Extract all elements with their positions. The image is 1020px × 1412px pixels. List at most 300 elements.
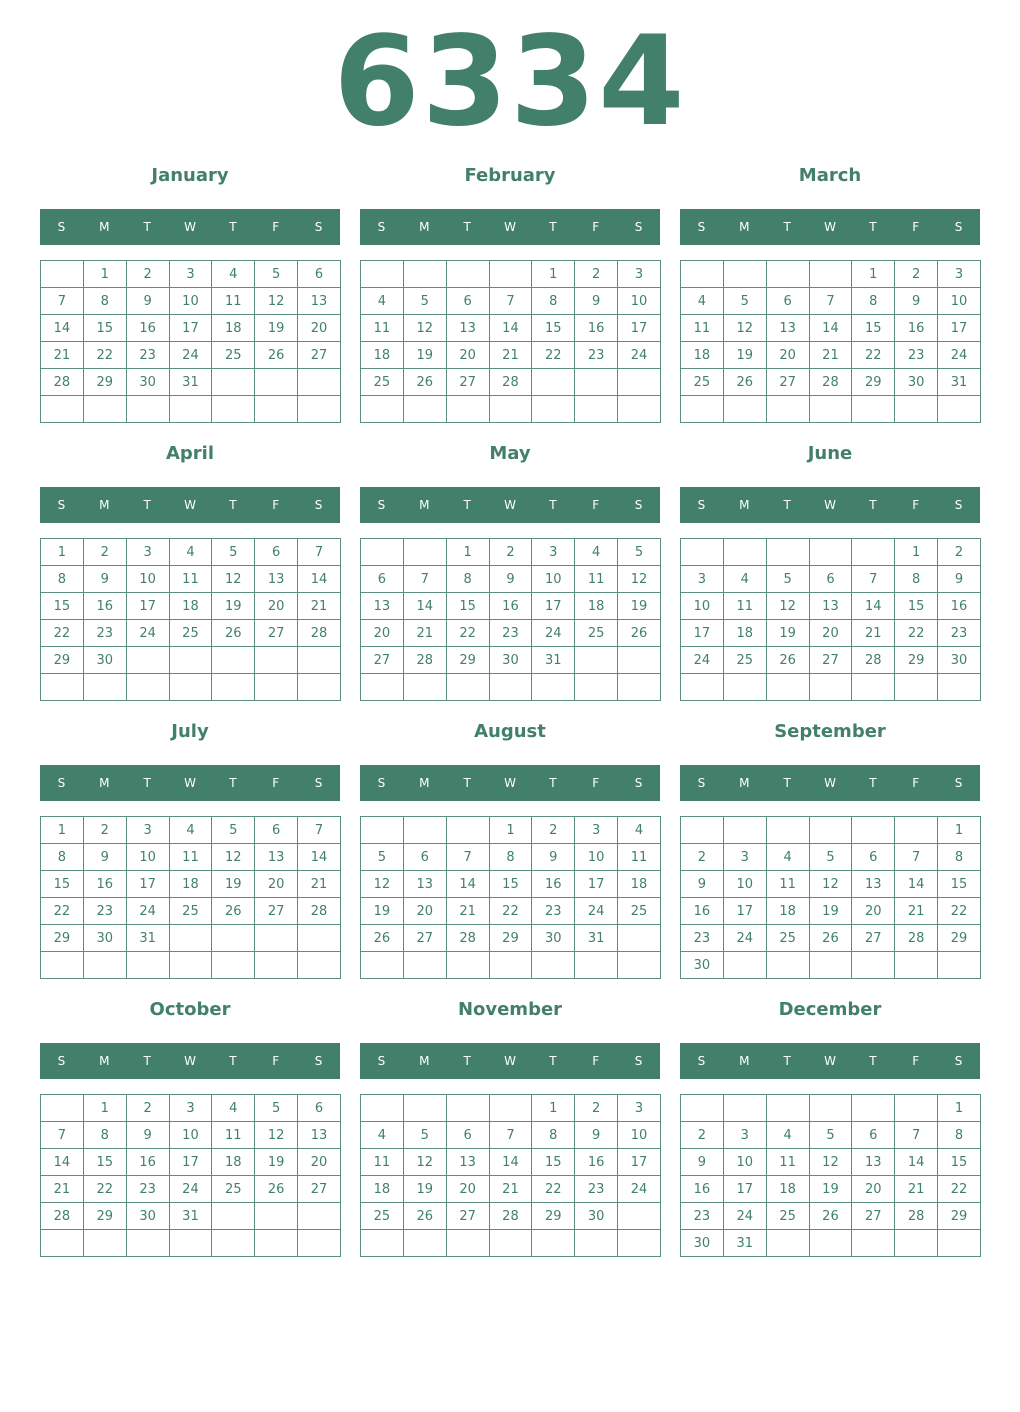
day-cell: 1 — [938, 1095, 981, 1122]
day-cell: 19 — [212, 871, 255, 898]
day-cell — [809, 952, 852, 979]
day-cell — [403, 817, 446, 844]
day-cell: 26 — [403, 1203, 446, 1230]
day-cell: 30 — [895, 369, 938, 396]
day-cell: 1 — [532, 261, 575, 288]
day-cell: 24 — [532, 620, 575, 647]
week-row — [361, 844, 661, 871]
weekday-label: T — [869, 1054, 877, 1068]
week-row — [41, 674, 341, 701]
day-cell — [41, 952, 84, 979]
day-cell: 9 — [681, 1149, 724, 1176]
month-name: November — [457, 999, 563, 1020]
weekday-label: W — [184, 776, 196, 790]
weekday-label: S — [377, 776, 386, 790]
day-cell: 25 — [766, 1203, 809, 1230]
day-cell: 11 — [169, 566, 212, 593]
day-cell — [809, 817, 852, 844]
day-cell: 19 — [403, 1176, 446, 1203]
day-cell: 22 — [532, 342, 575, 369]
day-cell — [446, 1095, 489, 1122]
day-cell: 20 — [446, 342, 489, 369]
day-cell: 8 — [489, 844, 532, 871]
day-cell: 24 — [938, 342, 981, 369]
day-cell: 18 — [169, 871, 212, 898]
weekday-label: W — [824, 498, 836, 512]
week-row — [361, 1122, 661, 1149]
day-cell: 14 — [895, 871, 938, 898]
day-cell: 9 — [681, 871, 724, 898]
day-cell: 4 — [169, 817, 212, 844]
day-cell: 15 — [446, 593, 489, 620]
day-cell: 22 — [532, 1176, 575, 1203]
day-cell: 16 — [489, 593, 532, 620]
day-cell — [723, 1095, 766, 1122]
weekday-label: W — [504, 1054, 516, 1068]
day-cell — [766, 1230, 809, 1257]
weekday-label: S — [954, 220, 963, 234]
day-cell: 26 — [618, 620, 661, 647]
day-cell — [489, 952, 532, 979]
day-cell — [41, 674, 84, 701]
weekday-header — [680, 1043, 980, 1079]
day-cell: 12 — [212, 566, 255, 593]
day-cell: 16 — [895, 315, 938, 342]
weekday-label: T — [783, 220, 791, 234]
day-cell — [126, 396, 169, 423]
day-cell: 23 — [895, 342, 938, 369]
day-cell: 14 — [895, 1149, 938, 1176]
day-cell: 1 — [41, 817, 84, 844]
weekday-label: T — [143, 220, 151, 234]
day-cell — [723, 539, 766, 566]
day-cell: 24 — [681, 647, 724, 674]
day-cell: 28 — [809, 369, 852, 396]
day-grid — [40, 1094, 341, 1257]
day-cell — [255, 647, 298, 674]
day-cell: 15 — [938, 1149, 981, 1176]
day-cell — [723, 817, 766, 844]
weekday-label: W — [504, 776, 516, 790]
weekday-label: M — [739, 220, 750, 234]
day-cell: 15 — [532, 1149, 575, 1176]
day-cell — [489, 674, 532, 701]
day-cell: 7 — [809, 288, 852, 315]
day-cell — [809, 396, 852, 423]
day-cell: 20 — [298, 315, 341, 342]
week-row — [361, 288, 661, 315]
day-grid — [360, 538, 661, 701]
day-cell — [852, 817, 895, 844]
day-cell — [532, 952, 575, 979]
day-cell: 4 — [618, 817, 661, 844]
week-row — [681, 566, 981, 593]
day-cell: 5 — [723, 288, 766, 315]
weekday-label: M — [739, 498, 750, 512]
week-row — [41, 593, 341, 620]
day-cell: 27 — [809, 647, 852, 674]
day-cell: 11 — [212, 288, 255, 315]
day-cell — [169, 925, 212, 952]
day-cell: 23 — [83, 620, 126, 647]
day-cell: 11 — [212, 1122, 255, 1149]
day-cell — [446, 1230, 489, 1257]
week-row — [681, 396, 981, 423]
day-cell — [938, 674, 981, 701]
day-cell — [618, 1203, 661, 1230]
week-row — [681, 1230, 981, 1257]
day-cell: 8 — [532, 1122, 575, 1149]
day-cell: 12 — [212, 844, 255, 871]
weekday-label: M — [419, 1054, 430, 1068]
day-cell: 27 — [298, 1176, 341, 1203]
day-cell: 6 — [766, 288, 809, 315]
week-row — [41, 539, 341, 566]
day-cell: 30 — [532, 925, 575, 952]
day-cell: 13 — [255, 844, 298, 871]
day-cell — [41, 261, 84, 288]
week-row — [681, 261, 981, 288]
week-row — [361, 593, 661, 620]
day-cell — [212, 396, 255, 423]
day-cell — [489, 1095, 532, 1122]
day-cell: 5 — [809, 1122, 852, 1149]
day-cell: 27 — [446, 1203, 489, 1230]
day-cell — [766, 952, 809, 979]
day-cell: 23 — [532, 898, 575, 925]
day-cell: 12 — [255, 288, 298, 315]
week-row — [361, 342, 661, 369]
day-cell: 13 — [403, 871, 446, 898]
day-cell: 2 — [575, 1095, 618, 1122]
week-row — [41, 396, 341, 423]
day-cell — [212, 369, 255, 396]
day-cell: 9 — [895, 288, 938, 315]
day-cell: 7 — [489, 288, 532, 315]
day-cell: 28 — [41, 369, 84, 396]
day-cell — [298, 396, 341, 423]
day-cell: 15 — [895, 593, 938, 620]
day-cell: 22 — [83, 342, 126, 369]
day-cell: 31 — [575, 925, 618, 952]
day-cell: 29 — [83, 369, 126, 396]
day-cell: 16 — [83, 871, 126, 898]
day-cell: 27 — [766, 369, 809, 396]
day-cell: 24 — [618, 1176, 661, 1203]
week-row — [361, 817, 661, 844]
day-cell: 7 — [41, 1122, 84, 1149]
day-cell: 30 — [489, 647, 532, 674]
week-row — [41, 647, 341, 674]
day-cell: 7 — [298, 817, 341, 844]
weekday-label: M — [739, 1054, 750, 1068]
weekday-label: S — [697, 1054, 706, 1068]
day-cell: 19 — [766, 620, 809, 647]
day-cell — [575, 647, 618, 674]
week-row — [41, 261, 341, 288]
weekday-label: W — [184, 498, 196, 512]
day-cell: 9 — [126, 288, 169, 315]
week-row — [361, 539, 661, 566]
day-cell: 8 — [446, 566, 489, 593]
day-cell — [255, 1203, 298, 1230]
day-cell: 21 — [809, 342, 852, 369]
weekday-label: W — [824, 776, 836, 790]
day-cell: 10 — [532, 566, 575, 593]
day-cell: 4 — [766, 1122, 809, 1149]
day-cell: 20 — [361, 620, 404, 647]
day-cell: 5 — [361, 844, 404, 871]
week-row — [361, 952, 661, 979]
day-cell — [852, 539, 895, 566]
day-cell: 26 — [361, 925, 404, 952]
week-row — [41, 871, 341, 898]
day-cell — [446, 396, 489, 423]
day-cell: 19 — [361, 898, 404, 925]
day-cell: 1 — [83, 1095, 126, 1122]
weekday-label: S — [634, 776, 643, 790]
day-cell: 1 — [852, 261, 895, 288]
day-cell: 29 — [895, 647, 938, 674]
day-cell: 13 — [298, 1122, 341, 1149]
day-cell: 16 — [575, 1149, 618, 1176]
weekday-label: S — [954, 1054, 963, 1068]
day-cell: 18 — [212, 1149, 255, 1176]
day-cell: 30 — [575, 1203, 618, 1230]
day-cell — [766, 261, 809, 288]
month-name: May — [489, 443, 531, 464]
weekday-label: T — [549, 498, 557, 512]
weekday-header — [360, 765, 660, 801]
week-row — [681, 620, 981, 647]
day-cell: 27 — [852, 925, 895, 952]
day-cell — [532, 369, 575, 396]
day-cell: 22 — [938, 898, 981, 925]
day-cell: 14 — [403, 593, 446, 620]
day-cell: 21 — [489, 342, 532, 369]
day-cell: 28 — [489, 369, 532, 396]
day-cell: 17 — [575, 871, 618, 898]
day-cell: 11 — [766, 1149, 809, 1176]
week-row — [681, 1149, 981, 1176]
week-row — [361, 1176, 661, 1203]
day-cell: 20 — [255, 871, 298, 898]
week-row — [41, 566, 341, 593]
day-cell: 24 — [126, 620, 169, 647]
day-cell: 3 — [169, 1095, 212, 1122]
day-cell — [298, 952, 341, 979]
day-cell: 16 — [938, 593, 981, 620]
day-cell: 6 — [809, 566, 852, 593]
day-cell: 26 — [255, 1176, 298, 1203]
day-cell: 14 — [446, 871, 489, 898]
month-name: March — [798, 165, 862, 186]
weekday-label: S — [954, 498, 963, 512]
weekday-label: F — [912, 498, 920, 512]
day-cell: 22 — [83, 1176, 126, 1203]
day-cell: 20 — [403, 898, 446, 925]
day-cell — [41, 396, 84, 423]
weekday-label: W — [504, 498, 516, 512]
day-cell: 5 — [618, 539, 661, 566]
day-cell: 30 — [938, 647, 981, 674]
day-cell: 21 — [489, 1176, 532, 1203]
day-cell: 11 — [723, 593, 766, 620]
day-cell: 31 — [938, 369, 981, 396]
day-cell: 27 — [361, 647, 404, 674]
day-cell — [618, 674, 661, 701]
weekday-label: T — [783, 498, 791, 512]
day-cell: 3 — [532, 539, 575, 566]
day-cell: 10 — [618, 288, 661, 315]
day-cell: 8 — [83, 1122, 126, 1149]
week-row — [361, 898, 661, 925]
day-cell: 11 — [575, 566, 618, 593]
day-cell: 16 — [126, 1149, 169, 1176]
day-cell — [489, 396, 532, 423]
day-cell: 17 — [723, 898, 766, 925]
day-cell — [766, 396, 809, 423]
week-row — [681, 539, 981, 566]
weekday-header — [360, 1043, 660, 1079]
day-cell: 2 — [681, 844, 724, 871]
day-cell: 19 — [403, 342, 446, 369]
weekday-label: T — [229, 776, 237, 790]
day-cell: 1 — [446, 539, 489, 566]
week-row — [681, 817, 981, 844]
day-cell: 19 — [723, 342, 766, 369]
week-row — [41, 1230, 341, 1257]
weekday-header — [40, 1043, 340, 1079]
weekday-label: W — [184, 220, 196, 234]
day-grid — [680, 816, 981, 979]
day-cell: 22 — [41, 898, 84, 925]
day-cell — [895, 817, 938, 844]
day-cell: 6 — [446, 1122, 489, 1149]
day-cell: 12 — [618, 566, 661, 593]
weekday-header — [360, 487, 660, 523]
day-cell: 14 — [41, 315, 84, 342]
day-cell — [575, 396, 618, 423]
day-cell — [212, 647, 255, 674]
day-cell: 7 — [446, 844, 489, 871]
day-cell: 16 — [575, 315, 618, 342]
day-cell: 3 — [681, 566, 724, 593]
day-cell — [489, 1230, 532, 1257]
day-cell: 22 — [489, 898, 532, 925]
day-grid — [360, 816, 661, 979]
day-cell — [532, 1230, 575, 1257]
day-cell: 19 — [255, 1149, 298, 1176]
day-cell: 6 — [403, 844, 446, 871]
day-cell: 22 — [446, 620, 489, 647]
day-cell: 3 — [575, 817, 618, 844]
day-cell: 11 — [681, 315, 724, 342]
day-cell: 26 — [403, 369, 446, 396]
day-cell: 15 — [83, 315, 126, 342]
day-cell: 23 — [938, 620, 981, 647]
day-cell: 11 — [169, 844, 212, 871]
weekday-label: M — [739, 776, 750, 790]
day-cell: 13 — [766, 315, 809, 342]
weekday-header — [40, 765, 340, 801]
weekday-label: M — [419, 498, 430, 512]
week-row — [361, 647, 661, 674]
day-cell: 8 — [41, 566, 84, 593]
week-row — [361, 1203, 661, 1230]
day-cell: 24 — [723, 925, 766, 952]
day-cell: 31 — [723, 1230, 766, 1257]
day-cell: 2 — [126, 1095, 169, 1122]
day-cell: 13 — [446, 315, 489, 342]
weekday-label: T — [463, 776, 471, 790]
day-cell: 22 — [938, 1176, 981, 1203]
day-cell: 27 — [255, 620, 298, 647]
weekday-label: S — [57, 220, 66, 234]
day-cell: 15 — [532, 315, 575, 342]
day-cell: 19 — [618, 593, 661, 620]
day-cell: 11 — [361, 1149, 404, 1176]
month-name: December — [778, 999, 882, 1020]
day-cell: 9 — [83, 566, 126, 593]
day-cell — [212, 952, 255, 979]
day-cell: 27 — [446, 369, 489, 396]
day-cell — [403, 539, 446, 566]
day-cell: 23 — [681, 1203, 724, 1230]
day-cell: 25 — [618, 898, 661, 925]
day-cell — [126, 1230, 169, 1257]
day-cell: 29 — [41, 925, 84, 952]
day-cell: 14 — [489, 315, 532, 342]
day-cell — [618, 647, 661, 674]
day-cell: 29 — [83, 1203, 126, 1230]
day-cell: 10 — [126, 844, 169, 871]
week-row — [681, 674, 981, 701]
day-cell — [852, 1230, 895, 1257]
day-cell — [169, 674, 212, 701]
day-cell: 23 — [126, 1176, 169, 1203]
day-cell: 29 — [938, 1203, 981, 1230]
day-cell: 20 — [766, 342, 809, 369]
weekday-label: T — [783, 1054, 791, 1068]
day-cell: 2 — [532, 817, 575, 844]
week-row — [361, 261, 661, 288]
day-cell — [298, 1203, 341, 1230]
day-cell: 26 — [255, 342, 298, 369]
day-cell — [766, 1095, 809, 1122]
day-cell — [83, 1230, 126, 1257]
day-cell — [255, 1230, 298, 1257]
week-row — [681, 315, 981, 342]
day-cell: 1 — [532, 1095, 575, 1122]
day-cell: 14 — [852, 593, 895, 620]
weekday-label: S — [377, 1054, 386, 1068]
weekday-label: T — [463, 1054, 471, 1068]
day-cell: 15 — [83, 1149, 126, 1176]
week-row — [681, 952, 981, 979]
day-cell: 24 — [575, 898, 618, 925]
day-cell: 17 — [532, 593, 575, 620]
day-cell: 9 — [126, 1122, 169, 1149]
day-cell: 7 — [41, 288, 84, 315]
month-name: October — [149, 999, 231, 1020]
day-cell — [852, 674, 895, 701]
week-row — [361, 369, 661, 396]
day-cell — [723, 396, 766, 423]
weekday-label: T — [143, 498, 151, 512]
day-cell: 28 — [403, 647, 446, 674]
day-cell: 7 — [489, 1122, 532, 1149]
